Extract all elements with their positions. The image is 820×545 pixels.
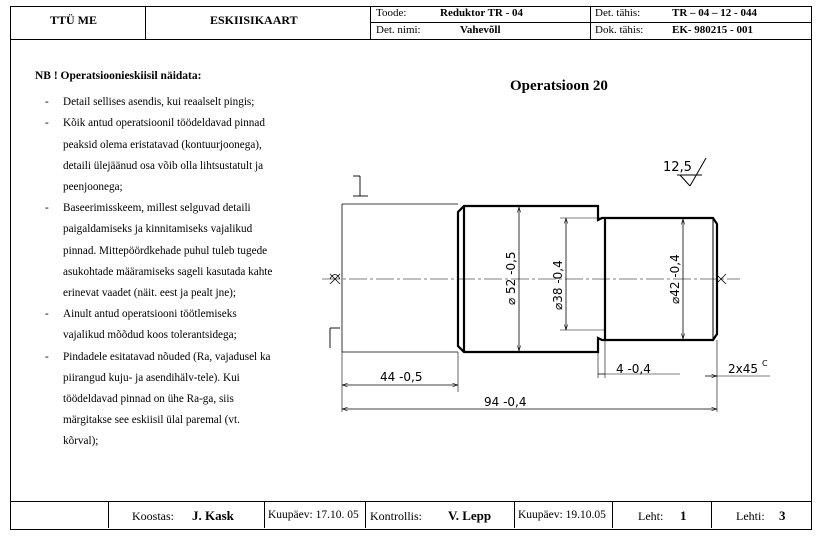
notes-line: - Kõik antud operatsioonil töödeldavad pinnad (63, 117, 265, 130)
footer-divider-4 (514, 501, 515, 528)
dim-d52: ⌀ 52 -0,5 (504, 251, 518, 305)
org-name: TTÜ ME (50, 13, 98, 27)
clamp-symbol (330, 328, 340, 348)
dim-d42: ⌀42 -0,4 (668, 254, 682, 304)
kontrollis-label: Kontrollis: (370, 509, 423, 523)
dim-44: 44 -0,5 (380, 370, 423, 384)
footer-divider-1 (108, 501, 109, 528)
kuupaev-2: Kuupäev: 19.10.05 (518, 509, 606, 521)
koostas-value: J. Kask (192, 508, 234, 523)
notes-line: paigaldamiseks ja kinnitamiseks vajalikud (63, 223, 253, 236)
kontrollis-value: V. Lepp (448, 508, 492, 523)
ext-lines-d38 (560, 218, 605, 330)
toode-label: Toode: (376, 7, 407, 19)
det-nimi-value: Vahevõll (460, 24, 501, 36)
footer-divider-5 (612, 501, 613, 528)
dok-tahis-label: Dok. tähis: (595, 24, 644, 36)
lehti-value: 3 (779, 508, 786, 523)
notes-line: peenjoonega; (63, 181, 123, 194)
blank-outline (342, 204, 458, 352)
notes-line: - Baseerimisskeem, millest selguvad detaili (63, 202, 251, 215)
det-tahis-value: TR – 04 – 12 - 044 (672, 7, 757, 19)
notes-line: piirangud kuju- ja asendihälv-tele). Kui (63, 371, 240, 384)
notes-line: detaili ülejäänud osa võib olla lihtsustatult ja (63, 159, 264, 172)
notes-line: - Pindadele esitatavad nõuded (Ra, vajadusel ka (63, 350, 271, 363)
dim-chamfer-sup: C (762, 359, 768, 368)
leht-label: Leht: (638, 509, 664, 523)
notes-line: - Detail sellises asendis, kui reaalselt pingis; (63, 96, 255, 109)
kuupaev-1: Kuupäev: 17.10. 05 (268, 509, 359, 521)
notes-line: pinnad. Mittepöördkehade puhul tuleb tugede (63, 244, 268, 257)
notes-line: töödeldavad pinnad on ühe Ra-ga, siis (63, 393, 234, 406)
notes-line: märgitakse see eskiisil ülal paremal (vt. (63, 414, 240, 427)
notes-line: asukohtade määramiseks sageli kasutada kahte (63, 265, 273, 278)
toode-value: Reduktor TR - 04 (440, 7, 524, 19)
footer-divider-2 (264, 501, 265, 528)
det-tahis-label: Det. tähis: (595, 7, 641, 19)
det-nimi-label: Det. nimi: (376, 24, 421, 36)
dim-chamfer: 2x45 (728, 362, 759, 376)
koostas-label: Koostas: (132, 509, 174, 523)
footer-divider-6 (711, 501, 712, 528)
dim-d38: ⌀38 -0,4 (551, 260, 565, 310)
footer-divider-3 (365, 501, 366, 528)
leht-value: 1 (680, 508, 687, 523)
dok-tahis-value: EK- 980215 - 001 (672, 24, 753, 36)
notes-line: kõrval); (63, 435, 99, 448)
operation-title: Operatsioon 20 (510, 78, 608, 94)
dim-94: 94 -0,4 (484, 395, 527, 409)
doc-type: ESKIISIKAART (210, 13, 298, 27)
notes-line: - Ainult antud operatsiooni töötlemiseks (63, 308, 237, 321)
notes-line: vajalikud mõõdud koos tolerantsidega; (63, 329, 237, 342)
roughness-value: 12,5 (663, 160, 692, 175)
notes-line: erinevat vaadet (näit. eest ja pealt jne); (63, 287, 237, 300)
lehti-label: Lehti: (736, 509, 765, 523)
support-symbol-top (353, 176, 368, 196)
dim-4: 4 -0,4 (616, 362, 651, 376)
notes-title: NB ! Operatsioonieskiisil näidata: (35, 70, 202, 82)
notes-line: peaksid olema eristatavad (kontuurjoonega), (63, 138, 262, 151)
footer-top-line (10, 501, 811, 502)
